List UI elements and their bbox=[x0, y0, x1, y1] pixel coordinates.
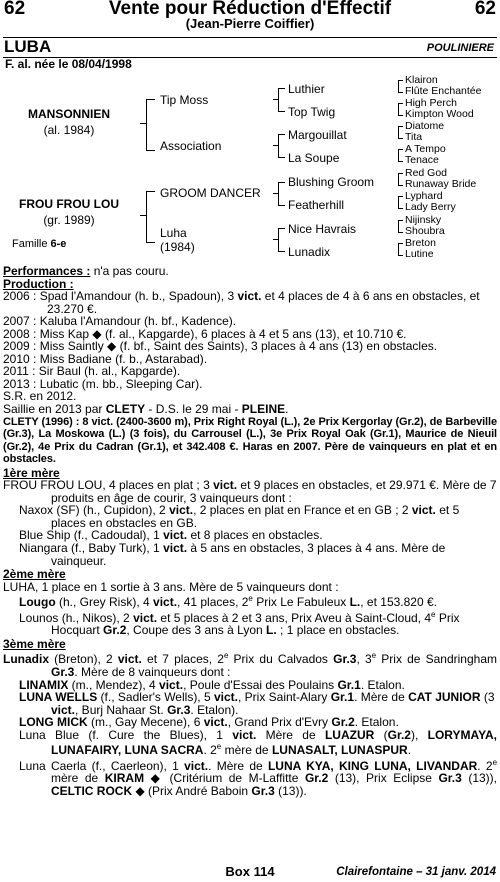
g4-4: Diatome bbox=[405, 120, 445, 132]
mere3-luna-caerla: Luna Caerla (f., Caerleon), 1 vict.. Mère de LUNA KYA, KING LUNA, LIVANDAR. 2e mère de KIRAM ◆ (Critérium de M-Laffitte Gr.2 (13), Prix Eclipse Gr.3 (13)), CELTIC ROCK ◆ (Prix André Baboin Gr.3 (13)). bbox=[19, 757, 498, 798]
g2-4: (1984) bbox=[160, 240, 195, 254]
page-number-right: 62 bbox=[474, 0, 496, 19]
dam-name: FROU FROU LOU bbox=[19, 197, 119, 211]
name-bar bbox=[3, 37, 497, 58]
g4-9: Runaway Bride bbox=[405, 178, 477, 190]
mere3-luna-wells: LUNA WELLS (f., Sadler's Wells), 5 vict., Prix Saint-Alary Gr.1. Mère de CAT JUNIOR (3 vict., Burj Nahaar St. Gr.3. Etalon). bbox=[19, 690, 495, 717]
production-2009: 2009 : Miss Saintly ◆ (f. bf., Saint des Saints), 3 places à 4 ans (13) en obstacles. bbox=[3, 339, 438, 354]
mere3-lunadix: Lunadix (Breton), 2 vict. et 7 places, 2e Prix du Calvados Gr.3, 3e Prix de Sandringham Gr.3. Mère de 8 vainqueurs dont : bbox=[3, 651, 498, 679]
production-sr: S.R. en 2012. bbox=[3, 389, 77, 404]
production-2011: 2011 : Sir Baul (h. al., Kapgarde). bbox=[3, 364, 181, 379]
family: Famille 6-e bbox=[12, 238, 67, 250]
g4-13: Shoubra bbox=[405, 225, 445, 237]
g4-0: Klairon bbox=[405, 74, 438, 86]
g4-1: Flûte Enchantée bbox=[405, 85, 482, 97]
g3-2: Margouillat bbox=[288, 128, 347, 142]
g4-15: Lutine bbox=[405, 248, 434, 260]
mere3-linamix: LINAMIX (m., Mendez), 4 vict., Poule d'Essai des Poulains Gr.1. Etalon. bbox=[19, 677, 405, 692]
footer-place-date: Clairefontaine – 31 janv. 2014 bbox=[336, 866, 496, 878]
footer-box: Box 114 bbox=[225, 864, 275, 879]
mere2-lounos: Lounos (h., Nikos), 2 vict. et 5 places à 2 et 3 ans, Prix Aveu à Saint-Cloud, 4e Prix Hocquart Gr.2, Coupe des 3 ans à Lyon L. ; 1 place en obstacles. bbox=[19, 609, 460, 638]
mere3-luna-blue: Luna Blue (f. Cure the Blues), 1 vict. Mère de LUAZUR (Gr.2), LORYMAYA, LUNAFAIRY, LUNA SACRA. 2e mère de LUNASALT, LUNASPUR. bbox=[19, 727, 497, 758]
mere1-blue-ship: Blue Ship (f., Cadoudal), 1 vict. et 8 places en obstacles. bbox=[19, 528, 323, 543]
sire-info: (al. 1984) bbox=[43, 123, 95, 137]
saillie: Saillie en 2013 par CLETY - D.S. le 29 mai - PLEINE. bbox=[3, 402, 289, 417]
g4-5: Tita bbox=[405, 131, 423, 143]
g4-2: High Perch bbox=[405, 97, 457, 109]
g3-5: Featherhill bbox=[288, 198, 345, 212]
production-2007: 2007 : Kaluba l'Amandour (h. bf., Kadence). bbox=[3, 314, 237, 329]
mere2-heading: 2ème mère bbox=[3, 567, 66, 582]
production-2010: 2010 : Miss Badiane (f. b., Astarabad). bbox=[3, 351, 208, 366]
g4-12: Nijinsky bbox=[405, 214, 442, 226]
page-title: Vente pour Réduction d'Effectif bbox=[108, 0, 392, 19]
horse-type: POULINIERE bbox=[426, 42, 494, 54]
production-heading: Production : bbox=[3, 276, 74, 291]
mere3-long-mick: LONG MICK (m., Gay Mecene), 6 vict., Grand Prix d'Evry Gr.2. Etalon. bbox=[19, 715, 399, 730]
g3-1: Top Twig bbox=[288, 105, 336, 119]
clety-description: CLETY (1996) : 8 vict. (2400-3600 m), Prix Right Royal (L.), 2e Prix Kergorlay (Gr.2), de Barbeville (Gr.3), La Moskowa (L.) (3 fois), du Carrousel (L.), 3e Prix Royal Oak (Gr.1), Maurice de Nieuil (Gr.2), 4e Prix du Cadran (Gr.1), et 342.408 €. Haras en 2007. Père de vainqueurs en plat et en obstacles. bbox=[3, 415, 497, 466]
g3-3: La Soupe bbox=[288, 151, 340, 165]
mere1-niangara: Niangara (f., Baby Turk), 1 vict. à 5 ans en obstacles, 3 places à 4 ans. Mère de vainqueur. bbox=[19, 541, 446, 568]
g4-11: Lady Berry bbox=[405, 201, 456, 213]
g2-0: Tip Moss bbox=[160, 93, 209, 107]
body-text bbox=[3, 265, 497, 797]
mere3-heading: 3ème mère bbox=[3, 636, 66, 651]
g3-6: Nice Havrais bbox=[288, 222, 357, 236]
production-2008: 2008 : Miss Kap ◆ (f. al., Kapgarde), 6 places à 4 et 5 ans (13), et 10.710 €. bbox=[3, 326, 407, 341]
g3-0: Luthier bbox=[288, 82, 325, 96]
production-2006: 2006 : Spad l'Amandour (h. b., Spadoun), 3 vict. et 4 places de 4 à 6 ans en obstacles, et 23.270 €. bbox=[3, 289, 480, 316]
g4-8: Red God bbox=[405, 167, 448, 179]
g2-1: Association bbox=[160, 139, 222, 153]
g3-7: Lunadix bbox=[288, 245, 331, 259]
sire-name: MANSONNIEN bbox=[27, 107, 110, 121]
g3-4: Blushing Groom bbox=[288, 175, 375, 189]
production-2013: 2013 : Lubatic (m. bb., Sleeping Car). bbox=[3, 376, 203, 391]
dam-info: (gr. 1989) bbox=[43, 213, 95, 227]
g4-3: Kimpton Wood bbox=[405, 108, 474, 120]
page-subtitle: (Jean-Pierre Coiffier) bbox=[185, 16, 315, 31]
g4-6: A Tempo bbox=[405, 143, 446, 155]
mere2-lougo: Lougo (h., Grey Risk), 4 vict., 41 places, 2e Prix Le Fabuleux L., et 153.820 €. bbox=[19, 594, 437, 610]
horse-birth: F. al. née le 08/04/1998 bbox=[5, 57, 132, 71]
g2-2: GROOM DANCER bbox=[160, 186, 261, 200]
g2-3: Luha bbox=[160, 226, 187, 240]
page-number-left: 62 bbox=[4, 0, 26, 19]
g4-10: Lyphard bbox=[405, 190, 443, 202]
horse-name: LUBA bbox=[4, 37, 52, 56]
mere1-main: FROU FROU LOU, 4 places en plat ; 3 vict. et 9 places en obstacles, et 29.971 €. Mère de 7 produits en âge de courir, 3 vainqueurs dont : bbox=[3, 478, 497, 505]
mere2-main: LUHA, 1 place en 1 sortie à 3 ans. Mère de 5 vainqueurs dont : bbox=[3, 579, 339, 594]
g4-7: Tenace bbox=[405, 154, 439, 166]
g4-14: Breton bbox=[405, 237, 436, 249]
mere1-heading: 1ère mère bbox=[3, 465, 60, 480]
mere1-naxox: Naxox (SF) (h., Cupidon), 2 vict., 2 places en plat en France et en GB ; 2 vict. et 5 places en obstacles en GB. bbox=[19, 503, 460, 530]
performances: Performances : n'a pas couru. bbox=[3, 264, 169, 278]
